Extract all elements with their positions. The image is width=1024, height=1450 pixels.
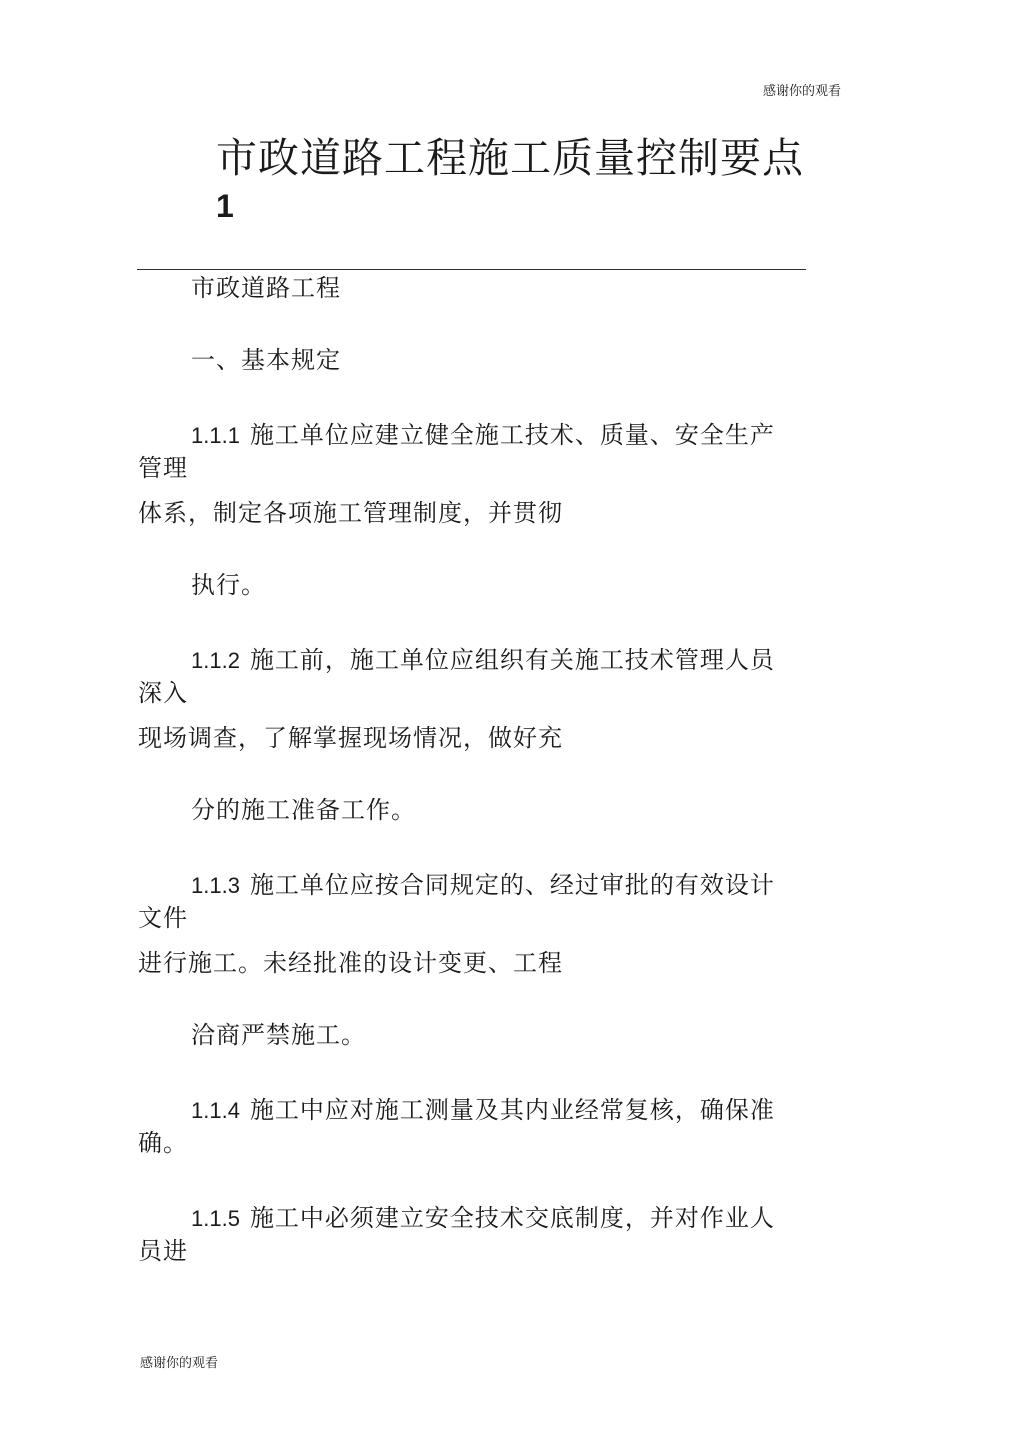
paragraph-wrap-line: 管理 xyxy=(138,454,188,482)
clause-number: 1.1.2 xyxy=(191,648,240,673)
paragraph-line: 执行。 xyxy=(191,571,266,599)
clause-text: 施工中应对施工测量及其内业经常复核，确保准 xyxy=(249,1096,775,1124)
paragraph-line: 现场调查，了解掌握现场情况，做好充 xyxy=(138,724,563,752)
paragraph-line: 进行施工。未经批准的设计变更、工程 xyxy=(138,949,563,977)
clause-text: 施工单位应按合同规定的、经过审批的有效设计 xyxy=(249,871,775,899)
paragraph-line: 洽商严禁施工。 xyxy=(191,1021,366,1049)
paragraph-line xyxy=(191,645,775,676)
paragraph-line xyxy=(191,870,775,901)
clause-text: 施工中必须建立安全技术交底制度，并对作业人 xyxy=(249,1204,775,1232)
paragraph-line xyxy=(191,1095,775,1126)
title-divider xyxy=(137,269,806,270)
paragraph-line: 体系，制定各项施工管理制度，并贯彻 xyxy=(138,499,563,527)
paragraph-wrap-line: 员进 xyxy=(138,1237,188,1265)
paragraph-line xyxy=(191,1203,775,1234)
page-title: 市政道路工程施工质量控制要点 xyxy=(216,134,804,182)
paragraph-wrap-line: 确。 xyxy=(138,1129,188,1157)
clause-number: 1.1.5 xyxy=(191,1206,240,1231)
section-heading: 一、基本规定 xyxy=(191,346,341,374)
clause-number: 1.1.3 xyxy=(191,873,240,898)
clause-text: 施工前，施工单位应组织有关施工技术管理人员 xyxy=(249,646,775,674)
clause-number: 1.1.4 xyxy=(191,1098,240,1123)
clause-text: 施工单位应建立健全施工技术、质量、安全生产 xyxy=(249,421,775,449)
footer-note: 感谢你的观看 xyxy=(140,1356,219,1371)
clause-number: 1.1.1 xyxy=(191,423,240,448)
page-title-number: 1 xyxy=(216,188,234,224)
header-note: 感谢你的观看 xyxy=(763,84,842,99)
paragraph-wrap-line: 文件 xyxy=(138,904,188,932)
paragraph-line xyxy=(191,420,775,451)
paragraph-line: 分的施工准备工作。 xyxy=(191,796,416,824)
subtitle: 市政道路工程 xyxy=(191,274,341,302)
paragraph-wrap-line: 深入 xyxy=(138,679,188,707)
